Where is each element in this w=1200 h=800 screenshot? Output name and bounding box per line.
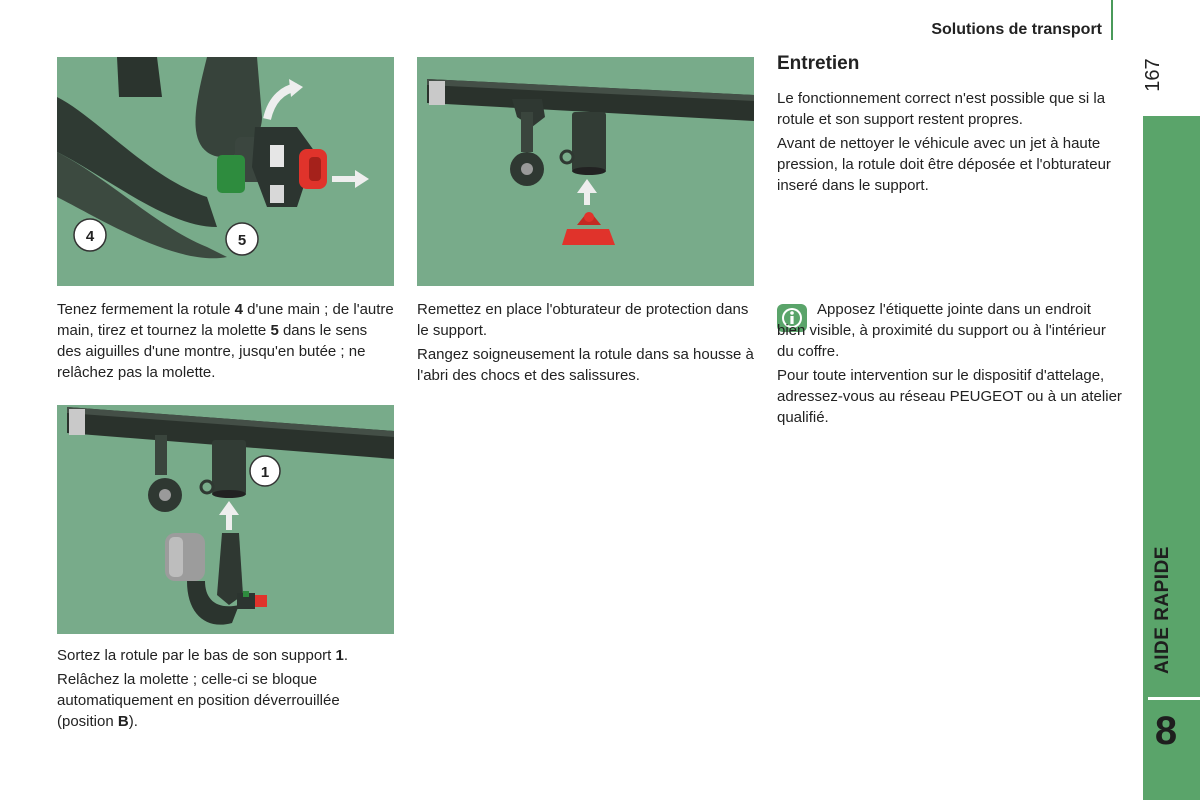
paragraph: Le fonctionnement correct n'est possible que si la rotule et son support restent propres. — [777, 90, 1106, 128]
ref-number: 1 — [335, 647, 344, 664]
callout-5: 5 — [237, 232, 247, 249]
text-run: Relâchez la molette ; celle-ci se bloque automatiquement en position déverrouillée (position — [57, 671, 340, 730]
col2-text — [417, 299, 762, 389]
text-run: Sortez la rotule par le bas de son support — [57, 647, 336, 664]
callout-1: 1 — [260, 464, 270, 481]
chapter-label-text: AIDE RAPIDE — [1152, 546, 1173, 674]
text-run: d'une main ; de l'autre main, tirez et tournez la molette — [57, 301, 394, 339]
maintenance-text — [777, 88, 1122, 199]
ref-number: 4 — [234, 301, 243, 318]
instruction-text: Rangez soigneusement la rotule dans sa housse à l'abri des chocs et des salissures. — [417, 346, 754, 384]
header-rule — [1111, 0, 1113, 40]
figure-remove-towball — [57, 405, 394, 634]
ref-number: 5 — [270, 322, 279, 339]
instruction-text: Remettez en place l'obturateur de protection dans le support. — [417, 301, 749, 339]
ref-letter: B — [117, 713, 129, 730]
paragraph: Avant de nettoyer le véhicule avec un jet à haute pression, la rotule doit être déposée et l'obturateur inseré dans le support. — [777, 135, 1111, 194]
col1-step2 — [57, 645, 394, 735]
chapter-label — [1148, 520, 1178, 700]
instruction-text — [57, 299, 394, 383]
instruction-text — [57, 645, 394, 666]
figure-protective-cap — [417, 57, 754, 286]
info-paragraph: Pour toute intervention sur le dispositif d'attelage, adressez-vous au réseau PEUGEOT ou à un atelier qualifié. — [777, 367, 1122, 426]
towball-illustration — [57, 57, 394, 286]
running-header: Solutions de transport — [931, 21, 1102, 38]
text-run: ). — [128, 713, 138, 730]
text-run: Tenez fermement la rotule — [57, 301, 235, 318]
instruction-text — [57, 669, 394, 732]
section-title: Entretien — [777, 53, 860, 74]
page-number: 167 — [1141, 58, 1164, 92]
chapter-rule — [1148, 697, 1200, 700]
figure-unlock-towball — [57, 57, 394, 286]
chapter-number: 8 — [1154, 708, 1178, 753]
cap-illustration — [417, 57, 754, 286]
info-paragraph: Apposez l'étiquette jointe dans un endroit bien visible, à proximité du support ou à l'intérieur du coffre. — [777, 301, 1106, 360]
text-run: . — [343, 647, 349, 664]
callout-4: 4 — [85, 228, 95, 245]
text-run: dans le sens des aiguilles d'une montre, jusqu'en butée ; ne relâchez pas la molette. — [57, 322, 368, 381]
remove-illustration — [57, 405, 394, 634]
col1-step1 — [57, 299, 394, 386]
info-note — [777, 299, 1122, 431]
